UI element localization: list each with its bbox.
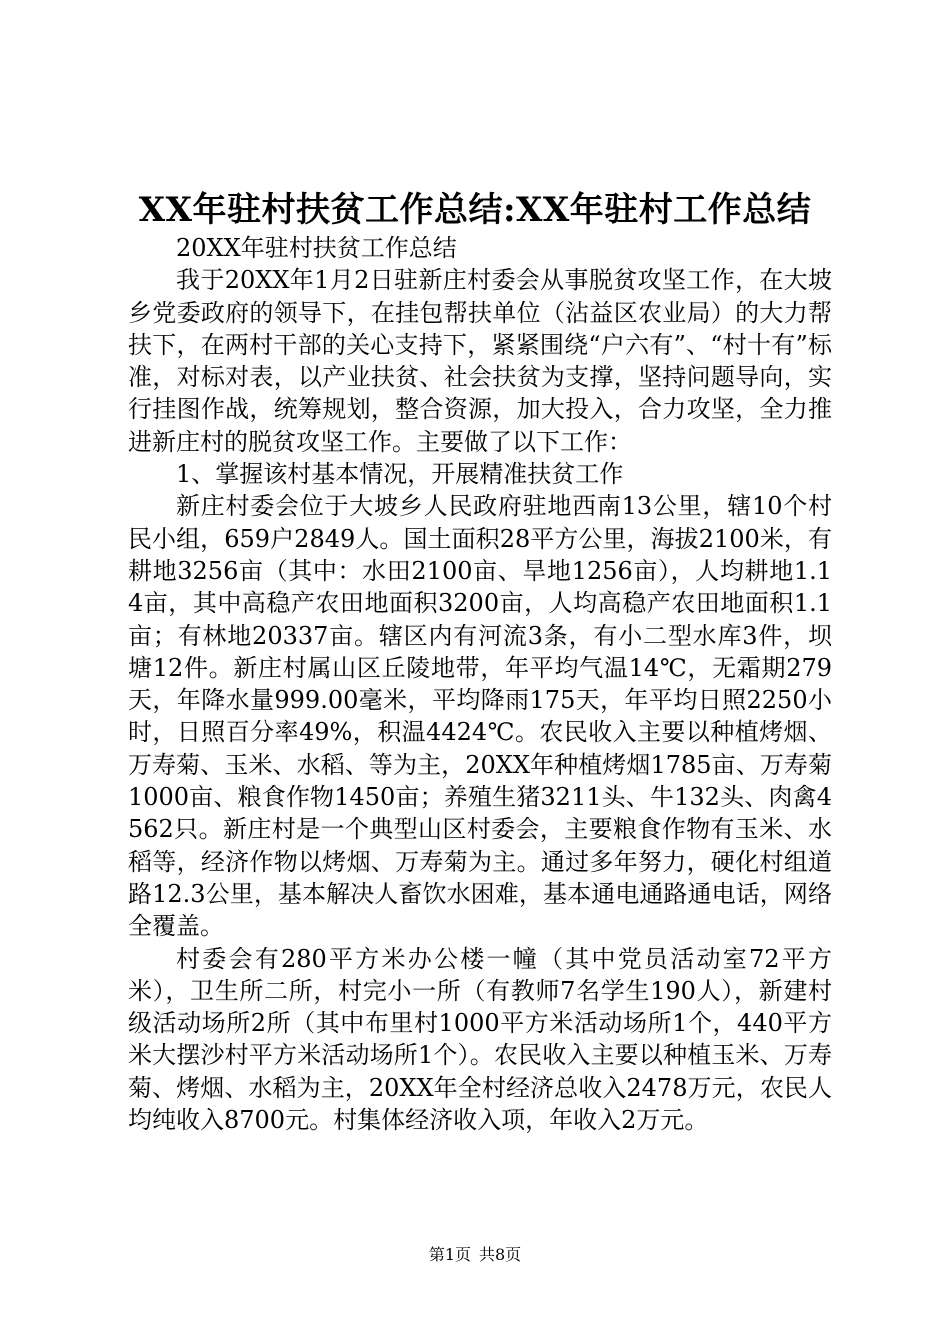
document-title: XX年驻村扶贫工作总结:XX年驻村工作总结 [138,190,812,230]
village-facilities-paragraph: 村委会有280平方米办公楼一幢（其中党员活动室72平方米），卫生所二所，村完小一所（有教师7名学生190人），新建村级活动场所2所（其中布里村1000平方米活动场所1个，440平方米大摆沙村平方米活动场所1个）。农民收入主要以种植玉米、万寿菊、烤烟、水稻为主，20XX年全村经济总收入2478万元，农民人均纯收入8700元。村集体经济收入项，年收入2万元。 [128,944,832,1135]
subtitle-paragraph: 20XX年驻村扶贫工作总结 [176,234,457,262]
intro-paragraph: 我于20XX年1月2日驻新庄村委会从事脱贫攻坚工作，在大坡乡党委政府的领导下，在挂包帮扶单位（沾益区农业局）的大力帮扶下，在两村干部的关心支持下，紧紧围绕“户六有”、“村十有”标准，对标对表，以产业扶贫、社会扶贫为支撑，坚持问题导向，实行挂图作战，统筹规划，整合资源，加大投入，合力攻坚，全力推进新庄村的脱贫攻坚工作。主要做了以下工作： [128,266,832,456]
section-heading: 1、掌握该村基本情况，开展精准扶贫工作 [176,460,624,489]
page-footer [0,1244,950,1266]
page-number: 第1页 [428,1245,471,1264]
village-overview-paragraph: 新庄村委会位于大坡乡人民政府驻地西南13公里，辖10个村民小组，659户2849人。国土面积28平方公里，海拔2100米，有耕地3256亩（其中：水田2100亩、旱地1256亩），人均耕地1.14亩，其中高稳产农田地面积3200亩，人均高稳产农田地面积1.1亩；有林地20337亩。辖区内有河流3条，有小二型水库3件，坝塘12件。新庄村属山区丘陵地带，年平均气温14℃，无霜期279天，年降水量999.00毫米，平均降雨175天，年平均日照2250小时，日照百分率49%，积温4424℃。农民收入主要以种植烤烟、万寿菊、玉米、水稻、等为主，20XX年种植烤烟1785亩、万寿菊1000亩、粮食作物1450亩；养殖生猪3211头、牛132头、肉禽4562只。新庄村是一个典型山区村委会，主要粮食作物有玉米、水稻等，经济作物以烤烟、万寿菊为主。通过多年努力，硬化村组道路12.3公里，基本解决人畜饮水困难，基本通电通路通电话，网络全覆盖。 [128,492,832,941]
document-body [128,232,832,1136]
page-total: 共8页 [479,1245,522,1264]
